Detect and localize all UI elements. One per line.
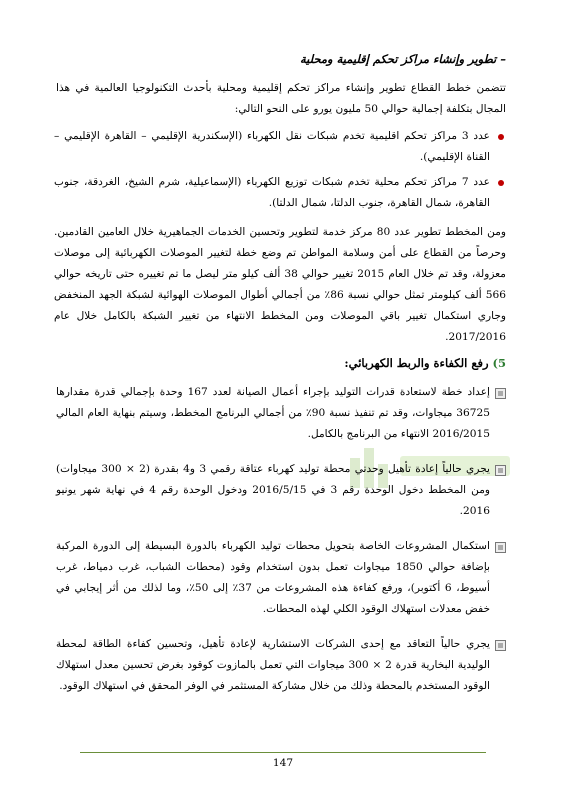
bullet-icon — [498, 180, 504, 186]
list-item — [56, 459, 506, 522]
checkbox-bullet-icon — [495, 640, 506, 651]
checkbox-bullet-icon — [495, 542, 506, 553]
list-item — [56, 634, 506, 697]
list-item-text: عدد 3 مراكز تحكم اقليمية تخدم شبكات نقل الكهرباء (الإسكندرية الإقليمي – القاهرة الإقليمي –القناة الإقليمي). — [54, 130, 490, 163]
checkbox-bullet-icon — [495, 465, 506, 476]
list-item — [54, 172, 506, 214]
list-item-text: استكمال المشروعات الخاصة بتحويل محطات توليد الكهرباء بالدورة البسيطة إلى الدورة المركبة بإضافة حوالي 1850 ميجاوات تعمل بدون استخدام وقود (محطات الشباب، غرب دمياط، غرب أسيوط، 6 أكتوبر)، ورفع كفاءة هذه المشروعات من 37٪ إلى 50٪، وما لذلك من أثر إيجابي في خفض معدلات استهلاك الوقود الكلي لهذه المحطات. — [56, 540, 490, 615]
footer-divider — [80, 752, 486, 753]
list-item — [56, 382, 506, 445]
list-item — [56, 536, 506, 620]
section-number: 5) — [492, 356, 506, 370]
intro-paragraph: تتضمن خطط القطاع تطوير وإنشاء مراكز تحكم إقليمية ومحلية بأحدث التكنولوجيا العالمية في هذا المجال بتكلفة إجمالية حوالي 50 مليون يورو على النحو التالي: — [56, 82, 506, 115]
list-item-text: يجري حالياً إعادة تأهيل وحدتي محطة توليد كهرباء عتاقة رقمي 3 و4 بقدرة (2 × 300 ميجاوات) ومن المخطط دخول الوحدة رقم 3 في 2016/5/15 ودخول الوحدة رقم 4 في نهاية شهر يونيو 2016. — [56, 463, 490, 517]
list-item — [54, 126, 506, 168]
efficiency-list — [56, 382, 506, 711]
efficiency-heading — [54, 356, 506, 370]
control-centers-list — [54, 126, 506, 218]
section-heading: – تطوير وإنشاء مراكز تحكم إقليمية ومحلية — [300, 52, 506, 66]
checkbox-bullet-icon — [495, 388, 506, 399]
bullet-icon — [498, 134, 504, 140]
section-title: رفع الكفاءة والربط الكهربائي: — [344, 356, 489, 370]
list-item-text: عدد 7 مراكز تحكم محلية تخدم شبكات توزيع الكهرباء (الإسماعيلية، شرم الشيخ، الغردقة، جنوب القاهرة، شمال القاهرة، جنوب الدلتا، شمال الدلتا). — [54, 176, 490, 209]
list-item-text: يجري حالياً التعاقد مع إحدى الشركات الاستشارية لإعادة تأهيل، وتحسين كفاءة الطاقة لمحطة الوليدية البخارية قدرة 2 × 300 ميجاوات التي تعمل بالمازوت كوقود بغرض تحسين معدل استهلاك الوقود المستخدم بالمحطة وذلك من خلال مشاركة المستثمر في الوفر المحقق في استهلاك الوقود. — [56, 638, 490, 692]
service-centers-paragraph: ومن المخطط تطوير عدد 80 مركز خدمة لتطوير وتحسين الخدمات الجماهيرية خلال العامين القادمين. وحرصاً من القطاع على أمن وسلامة المواطن تم وضع خطة لتغيير الموصلات الكهربائية إلى موصلات معزولة، وقد تم خلال العام 2015 تغيير حوالي 38 ألف كيلو متر ليصل ما تم تغييره حتى تاريخه حوالي 566 ألف كيلومتر تمثل حوالي نسبة 86٪ من أجمالي أطوال الموصلات الهوائية لشبكة الجهد المنخفض وجاري استكمال تغيير باقي الموصلات ومن المخطط الانتهاء من تغيير الشبكة بالكامل خلال عام 2017/2016. — [54, 226, 506, 343]
page-number: 147 — [272, 757, 294, 769]
list-item-text: إعداد خطة لاستعادة قدرات التوليد بإجراء أعمال الصيانة لعدد 167 وحدة بإجمالي قدرة مقدارها 36725 ميجاوات، وقد تم تنفيذ نسبة 90٪ من أجمالي البرنامج المخطط، وسيتم بنهاية العام المالي 2016/2015 الانتهاء من البرنامج بالكامل. — [56, 386, 490, 440]
